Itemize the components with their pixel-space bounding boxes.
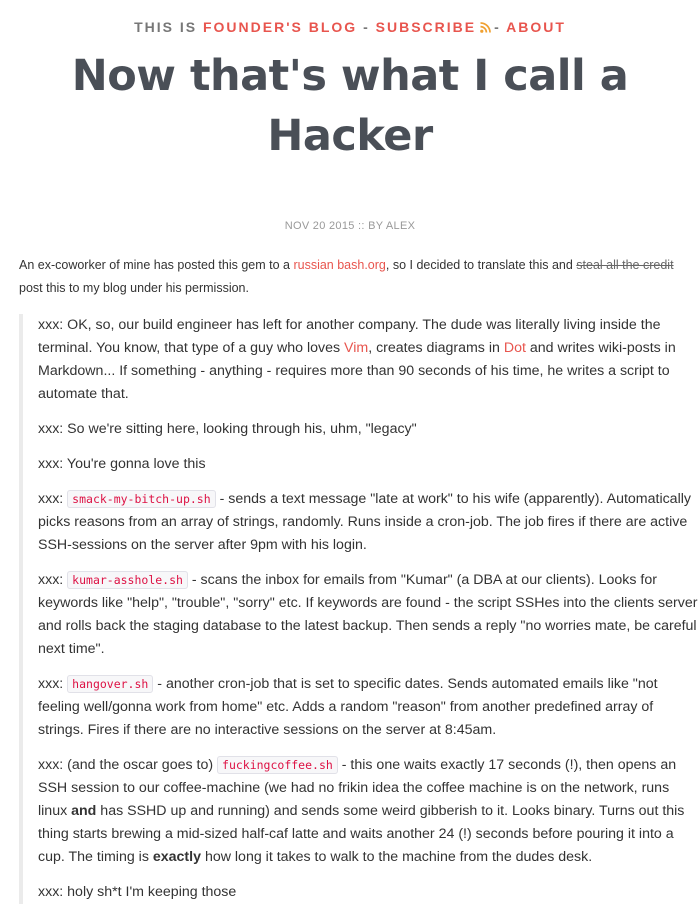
quote-paragraph: xxx: So we're sitting here, looking through his, uhm, "legacy" [38,421,417,437]
quote-text: xxx: [38,491,68,507]
top-nav [0,0,700,35]
bold-text: and [71,803,97,819]
rss-icon[interactable] [480,22,491,33]
post-intro [19,254,679,300]
nav-separator: - [363,19,370,35]
quote-paragraph [38,314,699,406]
quote-text: xxx: (and the oscar goes to) [38,757,218,773]
quote-paragraph: xxx: holy sh*t I'm keeping those [38,884,237,900]
vim-link[interactable]: Vim [344,340,369,356]
quote-paragraph: xxx: You're gonna love this [38,456,206,472]
strikethrough-text: steal all the credit [576,258,674,272]
script-name-code: smack-my-bitch-up.sh [67,490,215,508]
quote-text: xxx: OK, so, our build engineer has left for another company. The dude was literally living inside the terminal. You know, that type of a guy who loves [38,317,661,356]
intro-text: An ex-coworker of mine has posted this gem to a [19,258,294,272]
dot-link[interactable]: Dot [503,340,526,356]
nav-blog-link[interactable]: FOUNDER'S BLOG [202,19,358,35]
blockquote [19,314,699,904]
quote-paragraph [38,673,699,742]
nav-about-link[interactable]: ABOUT [506,19,566,35]
quote-paragraph [38,754,699,869]
russian-bash-link[interactable]: russian bash.org [293,258,386,272]
quote-text: - this one waits exactly 17 seconds (!), then opens an SSH session to our coffee-machine (we had no frikin idea the coffee machine is on the network, runs linux [38,757,677,819]
nav-separator: - [494,19,501,35]
quote-text: has SSHD up and running) and sends some weird gibberish to it. Looks binary. Turns out this thing starts brewing a mid-sized half-caf latte and waits another 24 (!) seconds before pouring it into a cup. The timing is [38,803,685,865]
quote-text: xxx: [38,676,68,692]
quote-text: - scans the inbox for emails from "Kumar" (a DBA at our clients). Looks for keywords like "help", "trouble", "sorry" etc. If keywords are found - the script SSHes into the clients server and rolls back the staging database to the latest backup. Then sends a reply "no worries mate, be careful next time". [38,572,698,657]
nav-subscribe-link[interactable]: SUBSCRIBE [375,19,477,35]
quote-text: how long it takes to walk to the machine from the dudes desk. [201,849,593,865]
quote-text: - another cron-job that is set to specific dates. Sends automated emails like "not feeling well/gonna work from home" etc. Adds a random "reason" from another predefined array of strings. Fires if there are no interactive sessions on the server at 8:45am. [38,676,658,738]
bold-text: exactly [152,849,201,865]
quote-text: , creates diagrams in [368,340,504,356]
quote-text: xxx: [38,572,68,588]
quote-paragraph [38,488,699,557]
quote-text: - sends a text message "late at work" to his wife (apparently). Automatically picks reasons from an array of strings, randomly. Runs inside a cron-job. The job fires if there are active SSH-sessions on the server after 9pm with his login. [38,491,691,553]
quote-text: and writes wiki-posts in Markdown... If something - anything - requires more than 90 seconds of his time, he writes a script to automate that. [38,340,676,402]
intro-text: post this to my blog under his permission. [19,281,249,295]
intro-text: , so I decided to translate this and [385,258,577,272]
nav-prefix: THIS IS [134,19,198,35]
quote-paragraph [38,569,699,661]
script-name-code: fuckingcoffee.sh [217,756,338,774]
script-name-code: hangover.sh [67,675,153,693]
post-title: Now that's what I call a Hacker [71,51,629,161]
script-name-code: kumar-asshole.sh [67,571,188,589]
post-meta: NOV 20 2015 :: BY ALEX [284,220,416,232]
